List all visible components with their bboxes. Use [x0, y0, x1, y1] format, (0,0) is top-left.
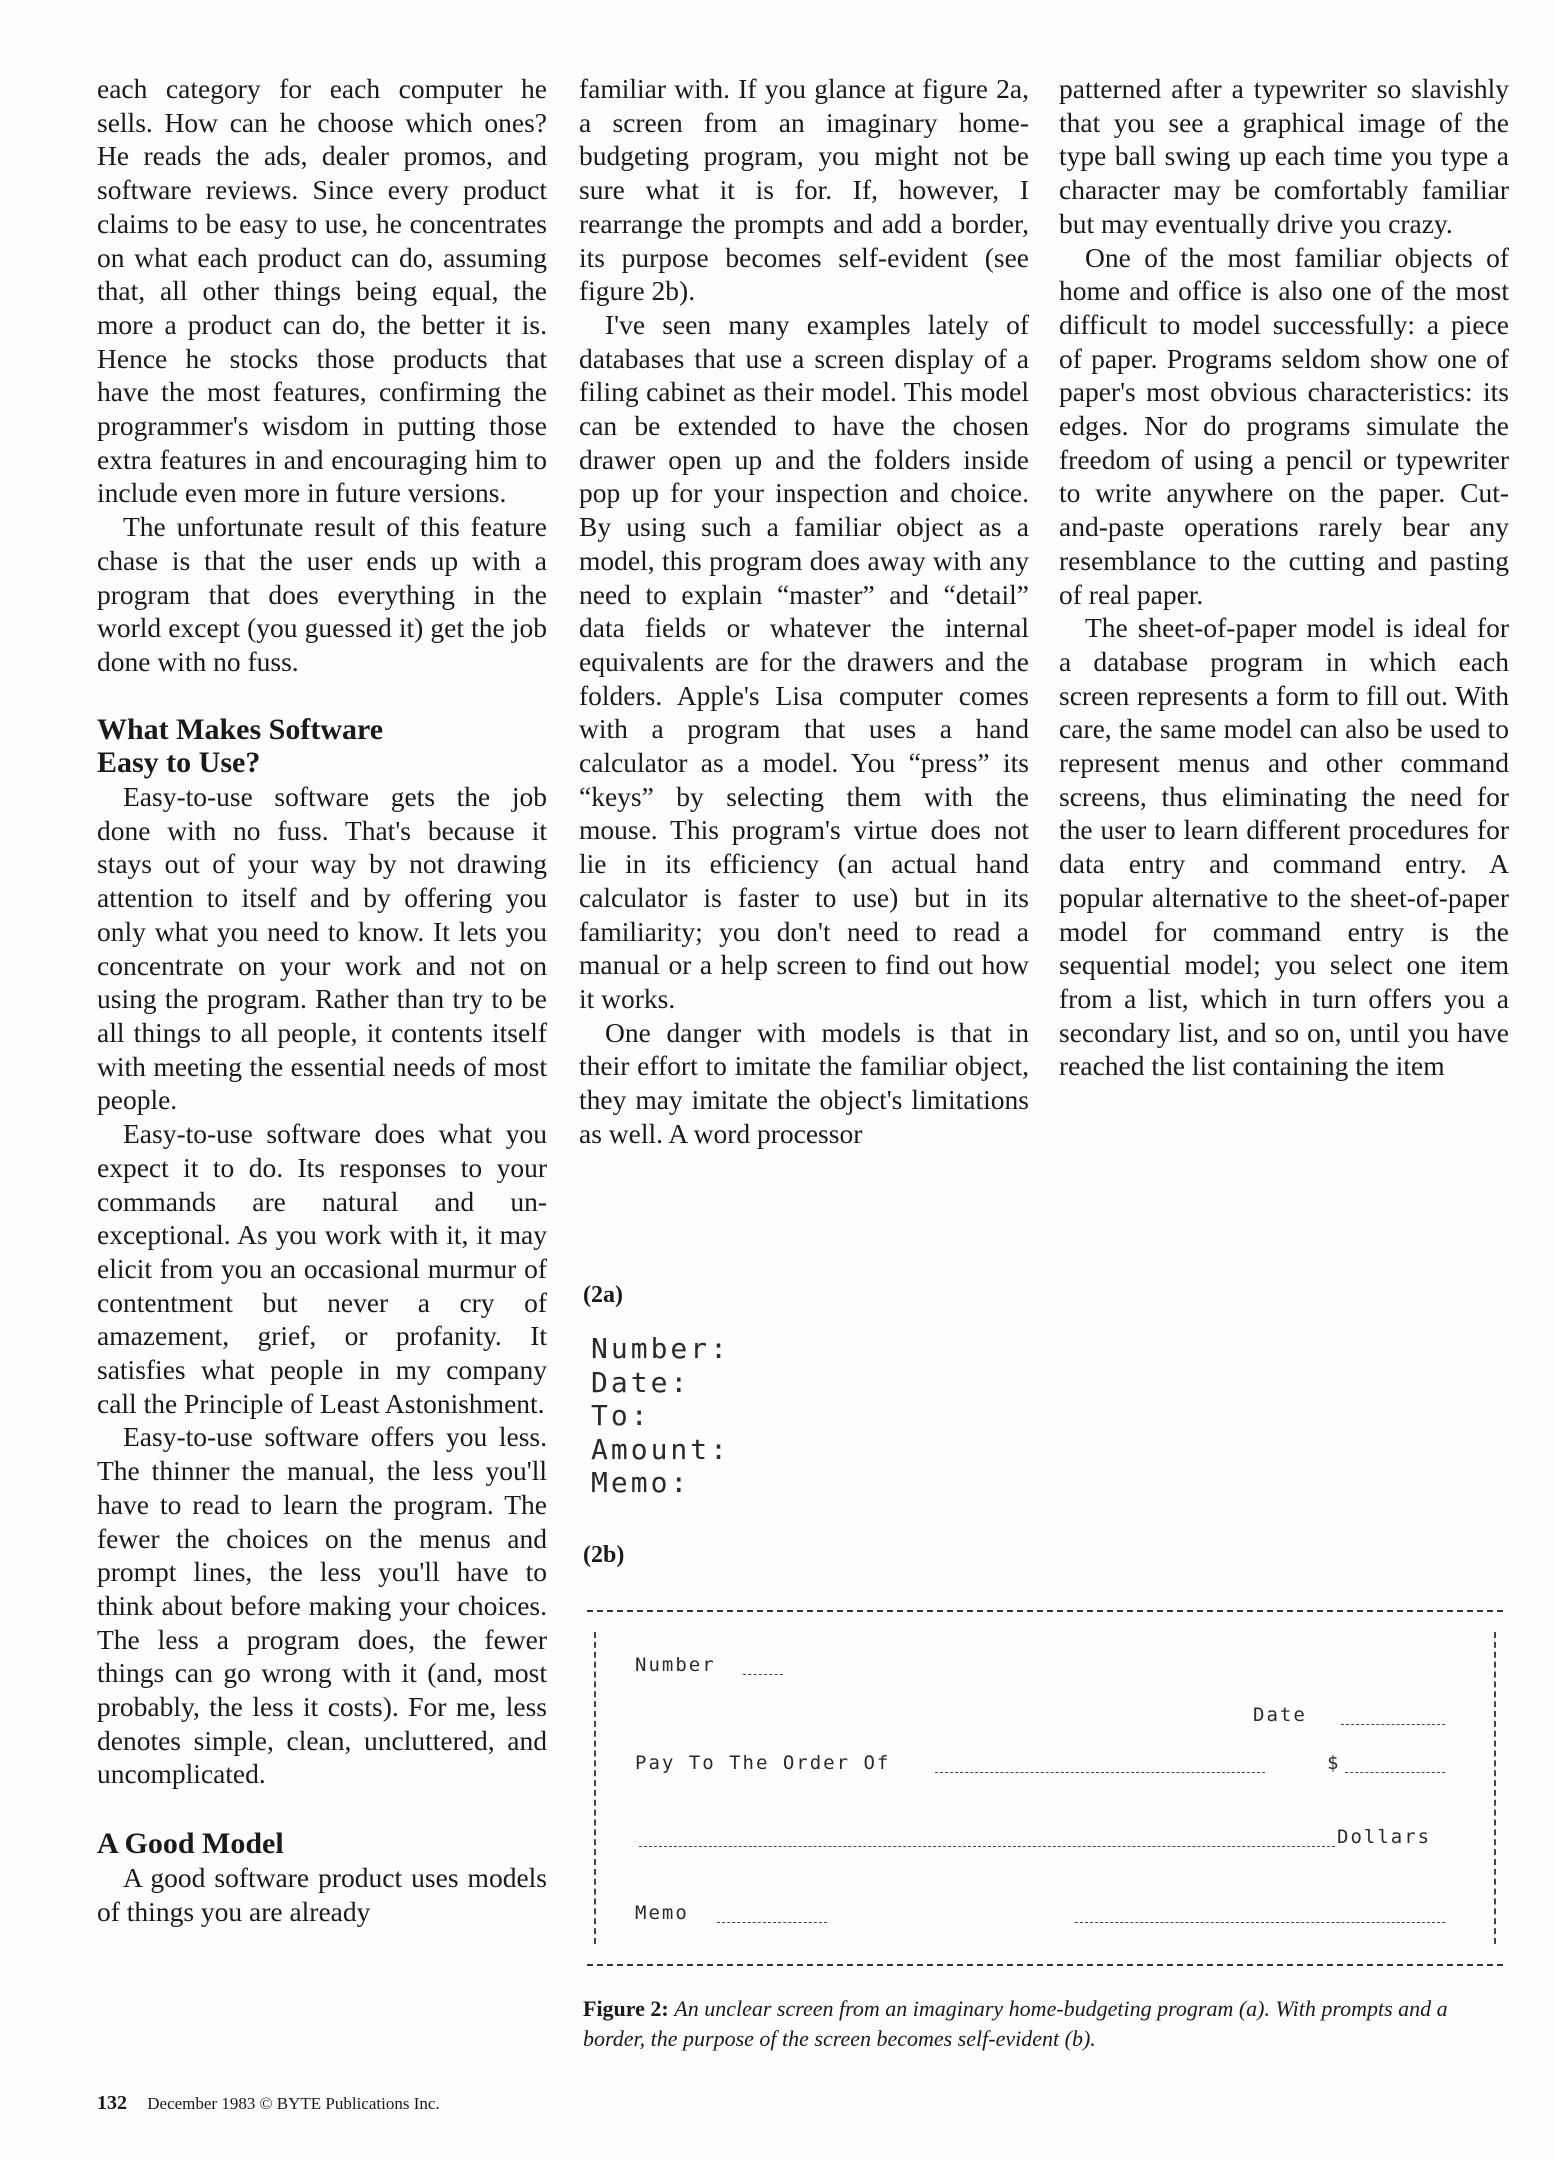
- amount-underline: [1345, 1772, 1445, 1773]
- page-footer: [97, 2092, 440, 2115]
- prompt-line: Memo:: [591, 1466, 691, 1499]
- figure-2a-label: (2a): [583, 1282, 623, 1308]
- figure-2b-label: (2b): [583, 1542, 625, 1568]
- column-3: [1059, 72, 1509, 1083]
- heading-line: Easy to Use?: [97, 746, 261, 780]
- memo-underline: [717, 1922, 827, 1923]
- number-label: Number: [635, 1654, 716, 1676]
- column-1: [97, 72, 547, 1928]
- heading-line: What Makes Software: [97, 712, 384, 746]
- signature-underline: [1075, 1922, 1445, 1923]
- footer-credit: December 1983 © BYTE Publications Inc.: [147, 2094, 440, 2113]
- paragraph: Easy-to-use software gets the job done with no fuss. That's because it stays out of your way by not drawing attention to itself and by offering you only what you need to know. It lets you concentrate on your work and not on using the program. Rather than try to be all things to all people, it contents itself with meeting the essential needs of most people.: [97, 781, 547, 1116]
- dollars-label: Dollars: [1337, 1826, 1432, 1848]
- figure-2a-screen: [591, 1332, 730, 1500]
- paragraph: One danger with models is that in their effort to imitate the familiar object, they may imitate the object's limitations as well. A word processor: [579, 1016, 1029, 1149]
- date-label: Date: [1253, 1704, 1307, 1726]
- payee-underline: [935, 1772, 1265, 1773]
- section-heading: A Good Model: [97, 1827, 284, 1861]
- caption-label: Figure 2:: [583, 1996, 669, 2021]
- section-heading: [97, 713, 547, 780]
- caption-text: An unclear screen from an imaginary home-budgeting program (a). With prompts and a border, the purpose of the screen becomes self-evident (b).: [583, 1996, 1448, 2051]
- page-number: 132: [97, 2092, 127, 2114]
- paragraph: patterned after a typewriter so slavishly that you see a graphical image of the type ball swing up each time you type a character may be comfortably familiar but may eventually drive you crazy.: [1059, 73, 1509, 239]
- paragraph: familiar with. If you glance at figure 2a, a screen from an imaginary home-budgeting program, you might not be sure what it is for. If, however, I rearrange the prompts and add a border, its purpose becomes self-evident (see figure 2b).: [579, 73, 1029, 307]
- border-top: [587, 1610, 1503, 1612]
- border-bottom: [587, 1964, 1503, 1966]
- paragraph: I've seen many examples lately of databases that use a screen display of a filing cabinet as their model. This model can be extended to have the chosen drawer open up and the folders inside pop up for your inspection and choice. By using such a familiar object as a model, this program does away with any need to explain “master” and “detail” data fields or whatever the internal equivalents are for the drawers and the folders. Apple's Lisa computer comes with a program that uses a hand calculator as a model. You “press” its “keys” by selecting them with the mouse. This program's virtue does not lie in its efficiency (an actual hand calculator is faster to use) but in its familiarity; you don't need to read a manual or a help screen to find out how it works.: [579, 308, 1029, 1014]
- prompt-line: Date:: [591, 1365, 691, 1399]
- prompt-line: To:: [591, 1399, 651, 1432]
- border-left: [594, 1632, 596, 1944]
- memo-label: Memo: [635, 1902, 689, 1924]
- paragraph: One of the most familiar objects of home and office is also one of the most difficult to model successfully: a piece of paper. Programs seldom show one of paper's most obvious characteristics: its edges. Nor do programs simulate the freedom of using a pencil or typewriter to write anywhere on the paper. Cut-and-paste operations rarely bear any resemblance to the cutting and pasting of real paper.: [1059, 241, 1509, 610]
- dollar-sign: $: [1327, 1752, 1341, 1774]
- paragraph: The sheet-of-paper model is ideal for a database program in which each screen represents a form to fill out. With care, the same model can also be used to represent menus and other command screens, thus eliminating the need for the user to learn different procedures for data entry and command entry. A popular alternative to the sheet-of-paper model for command entry is the sequential model; you select one item from a list, which in turn offers you a secondary list, and so on, until you have reached the list containing the item: [1059, 612, 1509, 1082]
- paragraph: A good software product uses models of things you are already: [97, 1861, 547, 1927]
- paragraph: each category for each computer he sells. How can he choose which ones? He reads the ads, dealer promos, and software reviews. Since every product claims to be easy to use, he concentrates on what each product can do, assuming that, all other things being equal, the more a product can do, the better it is. Hence he stocks those products that have the most features, confirming the programmer's wisdom in putting those extra features in and encouraging him to include even more in future versions.: [97, 73, 547, 509]
- border-right: [1494, 1632, 1496, 1944]
- number-underline: [743, 1674, 783, 1675]
- column-2: [579, 72, 1029, 1151]
- paragraph: The unfortunate result of this feature chase is that the user ends up with a program that does everything in the world except (you guessed it) get the job done with no fuss.: [97, 511, 547, 677]
- prompt-line: Number:: [591, 1332, 731, 1365]
- paragraph: Easy-to-use software does what you expect it to do. Its responses to your commands are natural and unexceptional. As you work with it, it may elicit from you an occasional murmur of contentment but never a cry of amazement, grief, or profanity. It satisfies what people in my company call the Principle of Least Astonishment.: [97, 1118, 547, 1419]
- figure-caption: [583, 1994, 1513, 2054]
- date-underline: [1341, 1724, 1445, 1725]
- written-amount-underline: [639, 1846, 1335, 1847]
- prompt-line: Amount:: [591, 1432, 731, 1466]
- pay-to-label: Pay To The Order Of: [635, 1752, 891, 1774]
- paragraph: Easy-to-use software offers you less. The thinner the manual, the less you'll have to read to learn the program. The fewer the choices on the menus and prompt lines, the less you'll have to think about before making your choices. The less a program does, the fewer things can go wrong with it (and, most probably, the less it costs). For me, less denotes simple, clean, uncluttered, and uncomplicated.: [97, 1421, 547, 1790]
- figure-2b-screen: [587, 1610, 1503, 1966]
